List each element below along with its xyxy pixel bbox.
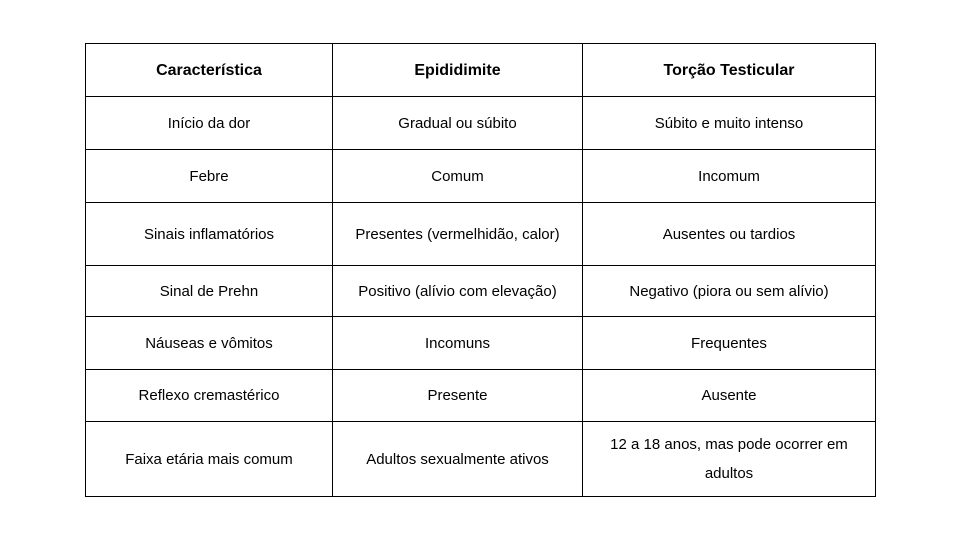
torcao-cell: Frequentes — [583, 317, 876, 370]
epididimite-cell: Comum — [333, 150, 583, 203]
torcao-cell: Ausentes ou tardios — [583, 203, 876, 266]
torcao-cell: Súbito e muito intenso — [583, 97, 876, 150]
table-row — [86, 266, 876, 317]
table-row — [86, 97, 876, 150]
table-row — [86, 317, 876, 370]
table-row — [86, 370, 876, 422]
row-label: Sinais inflamatórios — [86, 203, 333, 266]
table-row — [86, 203, 876, 266]
row-label: Febre — [86, 150, 333, 203]
row-label: Sinal de Prehn — [86, 266, 333, 317]
comparison-table — [85, 43, 876, 497]
row-label: Náuseas e vômitos — [86, 317, 333, 370]
header-caracteristica: Característica — [86, 44, 333, 97]
epididimite-cell: Adultos sexualmente ativos — [333, 422, 583, 497]
epididimite-cell: Incomuns — [333, 317, 583, 370]
header-epididimite: Epididimite — [333, 44, 583, 97]
epididimite-cell: Gradual ou súbito — [333, 97, 583, 150]
row-label: Reflexo cremastérico — [86, 370, 333, 422]
header-torcao-testicular: Torção Testicular — [583, 44, 876, 97]
row-label: Início da dor — [86, 97, 333, 150]
table-row — [86, 150, 876, 203]
row-label: Faixa etária mais comum — [86, 422, 333, 497]
torcao-cell: Incomum — [583, 150, 876, 203]
table-header-row — [86, 44, 876, 97]
torcao-cell: Ausente — [583, 370, 876, 422]
table-row — [86, 422, 876, 497]
epididimite-cell: Positivo (alívio com elevação) — [333, 266, 583, 317]
torcao-cell: Negativo (piora ou sem alívio) — [583, 266, 876, 317]
epididimite-cell: Presente — [333, 370, 583, 422]
torcao-cell: 12 a 18 anos, mas pode ocorrer em adultos — [583, 422, 876, 497]
epididimite-cell: Presentes (vermelhidão, calor) — [333, 203, 583, 266]
